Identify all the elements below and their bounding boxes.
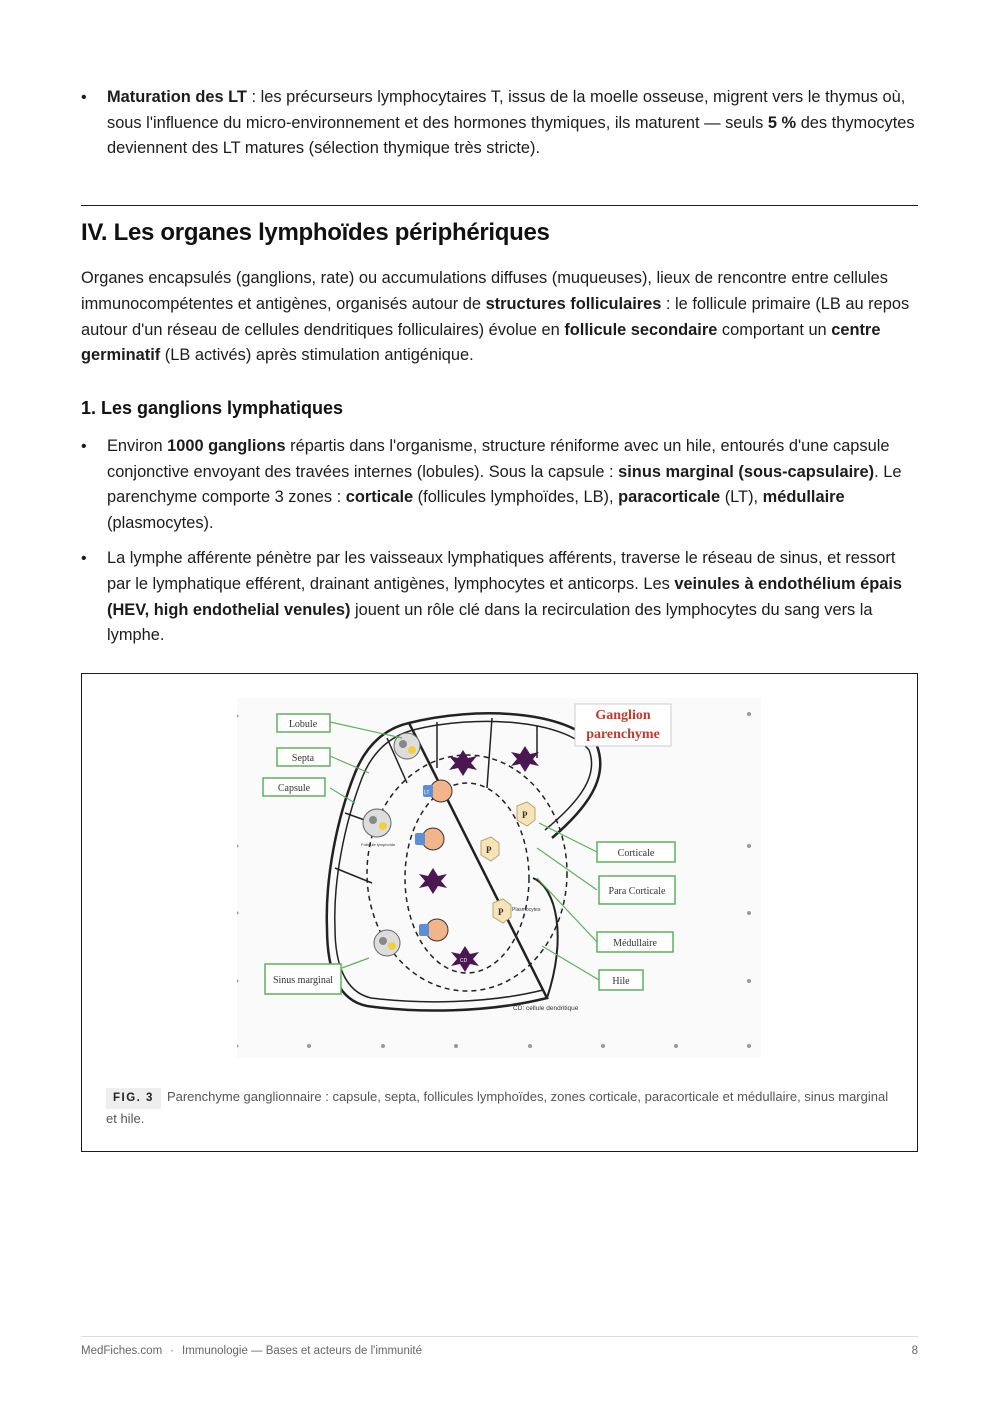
ganglions-list	[81, 434, 918, 649]
text: . Le parenchyme comporte 3 zones :	[107, 462, 902, 507]
section-title: IV. Les organes lymphoïdes périphériques	[81, 219, 550, 246]
text: Organes encapsulés (ganglions, rate) ou accumulations diffuses (muqueuses), lieux de rencontre entre cellules immunocompétentes et antigènes, organisés autour de	[81, 269, 888, 313]
figure-tag: FIG. 3	[106, 1088, 161, 1109]
label-paracorticale	[599, 876, 675, 904]
label-septa	[277, 748, 330, 766]
text: jouent un rôle clé dans la recirculation des lymphocytes du sang vers la lymphe.	[107, 600, 873, 645]
bold-term: corticale	[345, 488, 414, 507]
bullet-icon: •	[81, 89, 87, 106]
diagram-title: Ganglion	[595, 708, 651, 723]
label-text: Sinus marginal	[272, 975, 334, 986]
footer-divider	[81, 1336, 918, 1337]
label-text: Lobule	[288, 719, 318, 730]
label-text: Corticale	[617, 848, 655, 859]
label-text: Septa	[291, 753, 315, 764]
text: des thymocytes deviennent des LT matures (sélection thymique très stricte).	[107, 113, 915, 158]
text: : les précurseurs lymphocytaires T, issus de la moelle osseuse, migrent vers le thymus où, sous l'influence du micro-environnement et des hormones thymiques, ils maturent — seuls	[107, 88, 906, 132]
plasmocyte-label: P	[498, 907, 504, 917]
text: comportant un	[717, 320, 832, 339]
list-item	[81, 434, 918, 536]
section-intro	[81, 266, 918, 369]
page-footer	[81, 1345, 918, 1357]
footer-course: Immunologie — Bases et acteurs de l'immunité	[182, 1345, 422, 1357]
label-sinus-marginal	[265, 964, 341, 994]
label-hile	[599, 970, 643, 990]
text: (follicules lymphoïdes, LB),	[413, 488, 619, 507]
bold-term: centre germinatif	[81, 320, 881, 365]
text: répartis dans l'organisme, structure réniforme avec un hile, entourés d'une capsule conjonctive envoyant des travées internes (lobules). Sous la capsule :	[107, 437, 890, 481]
plasmocyte-label: P	[522, 810, 528, 820]
text: Environ	[107, 437, 168, 455]
bold-term: sinus marginal (sous-capsulaire)	[618, 462, 875, 481]
plasmocytes-small-label: Plasmocytes	[512, 907, 541, 913]
text: (plasmocytes).	[107, 513, 214, 532]
bold-term: structures folliculaires	[485, 294, 662, 313]
diagram-subtitle: parenchyme	[586, 727, 660, 742]
bullet-icon: •	[81, 550, 87, 568]
lt-label: LT	[424, 790, 430, 796]
follicle-small-label: Follicule lymphoïde	[361, 842, 396, 847]
lymph-node-diagram	[237, 698, 761, 1058]
text: (LB activés) après stimulation antigénique.	[160, 346, 474, 365]
bold-term: follicule secondaire	[564, 320, 718, 339]
text: La lymphe afférente pénètre par les vaisseaux lymphatiques afférents, traverse le réseau de sinus, et ressort par le lymphatique efférent, drainant antigènes, lymphocytes et anticorps. Les	[107, 549, 896, 593]
label-text: Hile	[612, 976, 630, 987]
bold-term: paracorticale	[618, 488, 721, 507]
label-text: Capsule	[277, 783, 311, 794]
cd-label: CD	[460, 958, 468, 964]
text: (LT),	[720, 488, 763, 507]
text: : le follicule primaire (LB au repos autour d'un réseau de cellules dendritiques folliculaires) évolue en	[81, 294, 910, 339]
label-capsule	[263, 778, 325, 796]
label-medullaire	[597, 932, 673, 952]
bold-term: veinules à endothélium épais (HEV, high endothelial venules)	[107, 574, 903, 619]
maturation-list	[81, 85, 918, 162]
plasmocyte-label: P	[486, 845, 492, 855]
label-corticale	[597, 842, 675, 862]
section-divider	[81, 205, 918, 206]
bold-term: médullaire	[762, 488, 845, 507]
diagram-footnote: CD: cellule dendritique	[513, 1005, 579, 1012]
bold-term: Maturation des LT	[107, 88, 247, 106]
label-text: Para Corticale	[608, 886, 666, 897]
figure-caption	[106, 1087, 896, 1128]
list-item	[81, 85, 918, 162]
bullet-icon: •	[81, 438, 87, 455]
page-number: 8	[911, 1345, 918, 1357]
figure-box	[81, 673, 918, 1152]
footer-separator: ·	[170, 1345, 175, 1357]
subsection-title: 1. Les ganglions lymphatiques	[81, 398, 344, 418]
bold-term: 5 %	[767, 113, 797, 132]
bold-term: 1000 ganglions	[167, 437, 286, 455]
label-text: Médullaire	[613, 938, 657, 949]
caption-text: Parenchyme ganglionnaire : capsule, septa, follicules lymphoïdes, zones corticale, paracorticale et médullaire, sinus marginal et hile.	[106, 1089, 889, 1126]
label-lobule	[277, 714, 330, 732]
footer-site: MedFiches.com	[81, 1345, 163, 1357]
list-item	[81, 546, 918, 648]
